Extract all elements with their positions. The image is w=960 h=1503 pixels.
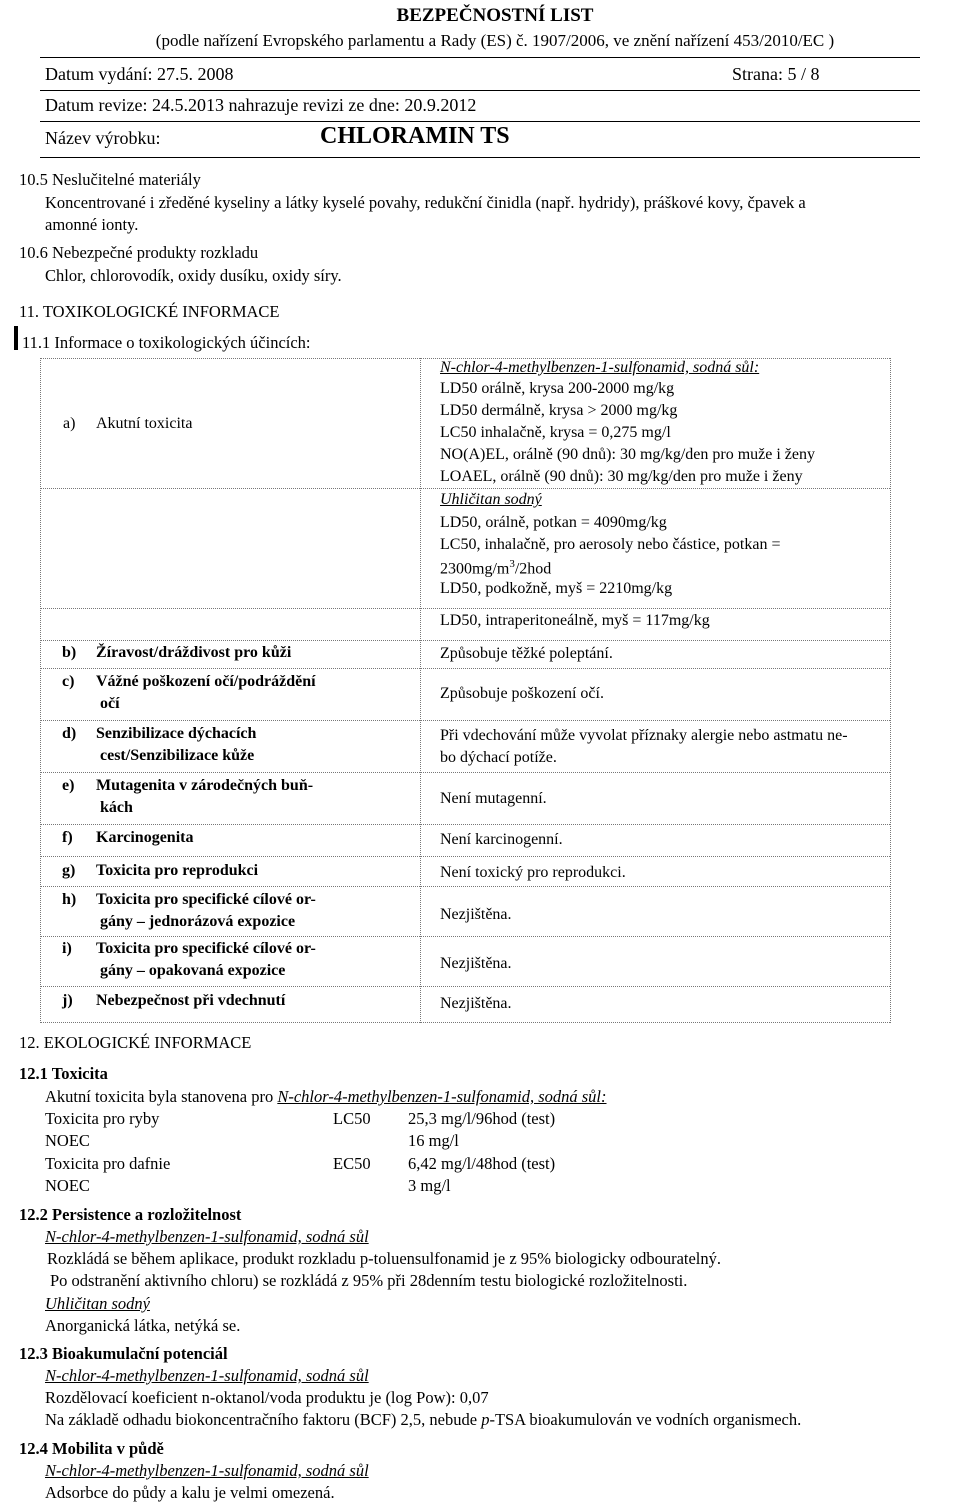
header-divider-1 <box>40 57 920 58</box>
tox-h-label-1: Toxicita pro specifické cílové or- <box>96 891 316 908</box>
section-10-5-line2: amonné ionty. <box>45 215 139 234</box>
document-subtitle: (podle nařízení Evropského parlamentu a Rady (ES) č. 1907/2006, ve znění nařízení 453/2010/EC ) <box>155 31 835 50</box>
product-name: CHLORAMIN TS <box>320 123 510 149</box>
tox-c-value: Způsobuje poškození očí. <box>440 685 604 702</box>
tox-a-line: LD50, podkožně, myš = 2210mg/kg <box>440 580 673 597</box>
table-row-divider <box>40 824 890 825</box>
eco-row-label: Toxicita pro ryby <box>45 1109 160 1128</box>
section-12-3-substance: N-chlor-4-methylbenzen-1-sulfonamid, sodná sůl <box>45 1366 369 1385</box>
tox-f-label: Karcinogenita <box>96 829 194 846</box>
section-12-1-heading: 12.1 Toxicita <box>19 1064 108 1083</box>
revision-change-bar <box>14 326 18 350</box>
tox-e-label-1: Mutagenita v zárodečných buň- <box>96 777 314 794</box>
tox-h-letter: h) <box>62 891 77 908</box>
tox-h-value: Nezjištěna. <box>440 906 512 923</box>
eco-row-value: 3 mg/l <box>408 1176 451 1195</box>
tox-f-letter: f) <box>62 829 73 846</box>
tox-i-letter: i) <box>62 940 72 957</box>
section-12-2-heading: 12.2 Persistence a rozložitelnost <box>19 1205 242 1224</box>
tox-c-label-2: očí <box>100 695 120 712</box>
tox-i-value: Nezjištěna. <box>440 955 512 972</box>
section-12-4-substance: N-chlor-4-methylbenzen-1-sulfonamid, sodná sůl <box>45 1461 369 1480</box>
section-10-5-heading: 10.5 Neslučitelné materiály <box>19 170 201 189</box>
eco-row-label: NOEC <box>45 1131 90 1150</box>
table-row-divider <box>40 936 890 937</box>
section-11-heading: 11. TOXIKOLOGICKÉ INFORMACE <box>19 302 280 321</box>
tox-a-line: LD50, intraperitoneálně, myš = 117mg/kg <box>440 612 710 629</box>
tox-e-value: Není mutagenní. <box>440 790 547 807</box>
section-12-3-text-1: Rozdělovací koeficient n-oktanol/voda produktu je (log Pow): 0,07 <box>45 1388 489 1407</box>
section-12-2-text-1: Rozkládá se během aplikace, produkt rozkladu p-toluensulfonamid je z 95% biologicky odbouratelný. <box>47 1249 722 1268</box>
tox-b-value: Způsobuje těžké poleptání. <box>440 645 613 662</box>
tox-a-letter: a) <box>63 415 76 432</box>
tox-d-label-2: cest/Senzibilizace kůže <box>100 747 255 764</box>
tox-a-line: LOAEL, orálně (90 dnů): 30 mg/kg/den pro muže i ženy <box>440 468 803 485</box>
document-title: BEZPEČNOSTNÍ LIST <box>396 5 594 26</box>
section-12-2-text-2: Po odstranění aktivního chloru) se rozkládá z 95% při 28denním testu biologické rozložitelnosti. <box>50 1271 688 1290</box>
table-border-right <box>890 358 891 1023</box>
issue-date: Datum vydání: 27.5. 2008 <box>45 64 234 84</box>
header-divider-2 <box>40 90 920 91</box>
table-row-divider <box>40 772 890 773</box>
eco-row-value: 16 mg/l <box>408 1131 459 1150</box>
eco-row-param: LC50 <box>333 1109 371 1128</box>
tox-d-label-1: Senzibilizace dýchacích <box>96 725 257 742</box>
section-10-5-line1: Koncentrované i zředěné kyseliny a látky kyselé povahy, redukční činidla (např. hydridy), práškové kovy, čpavek a <box>45 193 806 212</box>
section-12-heading: 12. EKOLOGICKÉ INFORMACE <box>19 1033 252 1052</box>
tox-d-letter: d) <box>62 725 77 742</box>
table-row-divider <box>40 488 890 489</box>
tox-b-label: Žíravost/dráždivost pro kůži <box>96 644 292 661</box>
section-12-2-text-3: Anorganická látka, netýká se. <box>45 1316 241 1335</box>
eco-row-label: Toxicita pro dafnie <box>45 1154 171 1173</box>
table-border-left <box>40 358 41 1023</box>
tox-a-line: LC50, inhalačně, pro aerosoly nebo částice, potkan = <box>440 536 781 553</box>
table-row-divider <box>40 886 890 887</box>
table-row-divider <box>40 668 890 669</box>
table-row-divider <box>40 986 890 987</box>
section-12-3-heading: 12.3 Bioakumulační potenciál <box>19 1344 228 1363</box>
tox-a-line: $2300mg/m^3/2hod$ <box>440 558 552 578</box>
tox-j-letter: j) <box>62 992 73 1009</box>
tox-a-line: NO(A)EL, orálně (90 dnů): 30 mg/kg/den pro muže i ženy <box>440 446 816 463</box>
tox-i-label-2: gány – opakovaná expozice <box>100 962 286 979</box>
tox-a-substance-1: N-chlor-4-methylbenzen-1-sulfonamid, sodná sůl: <box>440 359 760 376</box>
tox-a-label: Akutní toxicita <box>96 415 193 432</box>
eco-row-value: 25,3 mg/l/96hod (test) <box>408 1109 556 1128</box>
section-10-6-text: Chlor, chlorovodík, oxidy dusíku, oxidy síry. <box>45 266 342 285</box>
section-12-1-substance: N-chlor-4-methylbenzen-1-sulfonamid, sodná sůl: <box>277 1087 607 1106</box>
tox-b-letter: b) <box>62 644 77 661</box>
section-12-4-heading: 12.4 Mobilita v půdě <box>19 1439 164 1458</box>
section-12-2-substance-1: N-chlor-4-methylbenzen-1-sulfonamid, sodná sůl <box>45 1227 369 1246</box>
header-divider-3 <box>40 121 920 122</box>
section-12-1-intro: Akutní toxicita byla stanovena pro N-chlor-4-methylbenzen-1-sulfonamid, sodná sůl: <box>45 1087 607 1106</box>
tox-h-label-2: gány – jednorázová expozice <box>100 913 296 930</box>
tox-g-letter: g) <box>62 862 76 879</box>
table-row-divider <box>40 856 890 857</box>
revision-date: Datum revize: 24.5.2013 nahrazuje revizi ze dne: 20.9.2012 <box>45 95 477 115</box>
page-number: Strana: 5 / 8 <box>732 64 820 84</box>
tox-c-letter: c) <box>62 673 75 690</box>
tox-f-value: Není karcinogenní. <box>440 831 563 848</box>
eco-row-value: 6,42 mg/l/48hod (test) <box>408 1154 556 1173</box>
tox-d-value-2: bo dýchací potíže. <box>440 749 557 766</box>
section-11-1-heading: 11.1 Informace o toxikologických účincích: <box>22 333 311 352</box>
tox-g-label: Toxicita pro reprodukci <box>96 862 259 879</box>
table-row-divider <box>40 720 890 721</box>
section-12-3-text-2: Na základě odhadu biokoncentračního faktoru (BCF) 2,5, nebude p-TSA bioakumulován ve vodních organismech. <box>45 1410 802 1429</box>
tox-j-label: Nebezpečnost při vdechnutí <box>96 992 286 1009</box>
tox-a-line: LC50 inhalačně, krysa = 0,275 mg/l <box>440 424 671 441</box>
eco-row-param: EC50 <box>333 1154 371 1173</box>
tox-c-label-1: Vážné poškození očí/podráždění <box>96 673 316 690</box>
tox-g-value: Není toxický pro reprodukci. <box>440 864 626 881</box>
tox-e-letter: e) <box>62 777 75 794</box>
tox-a-substance-2: Uhličitan sodný <box>440 491 542 508</box>
table-row-divider <box>40 608 890 609</box>
tox-j-value: Nezjištěna. <box>440 995 512 1012</box>
section-12-4-text: Adsorbce do půdy a kalu je velmi omezená. <box>45 1483 335 1502</box>
tox-d-value-1: Při vdechování může vyvolat příznaky alergie nebo astmatu ne- <box>440 727 848 744</box>
section-12-2-substance-2: Uhličitan sodný <box>45 1294 150 1313</box>
product-label: Název výrobku: <box>45 128 161 148</box>
header-divider-4 <box>40 157 920 158</box>
tox-a-line: LD50, orálně, potkan = 4090mg/kg <box>440 514 667 531</box>
table-row-divider <box>40 1022 890 1023</box>
tox-a-line: LD50 orálně, krysa 200-2000 mg/kg <box>440 380 675 397</box>
tox-a-line: LD50 dermálně, krysa > 2000 mg/kg <box>440 402 678 419</box>
tox-e-label-2: kách <box>100 799 133 816</box>
eco-row-label: NOEC <box>45 1176 90 1195</box>
table-row-divider <box>40 640 890 641</box>
table-border-middle <box>420 358 421 1023</box>
tox-i-label-1: Toxicita pro specifické cílové or- <box>96 940 316 957</box>
section-10-6-heading: 10.6 Nebezpečné produkty rozkladu <box>19 243 259 262</box>
